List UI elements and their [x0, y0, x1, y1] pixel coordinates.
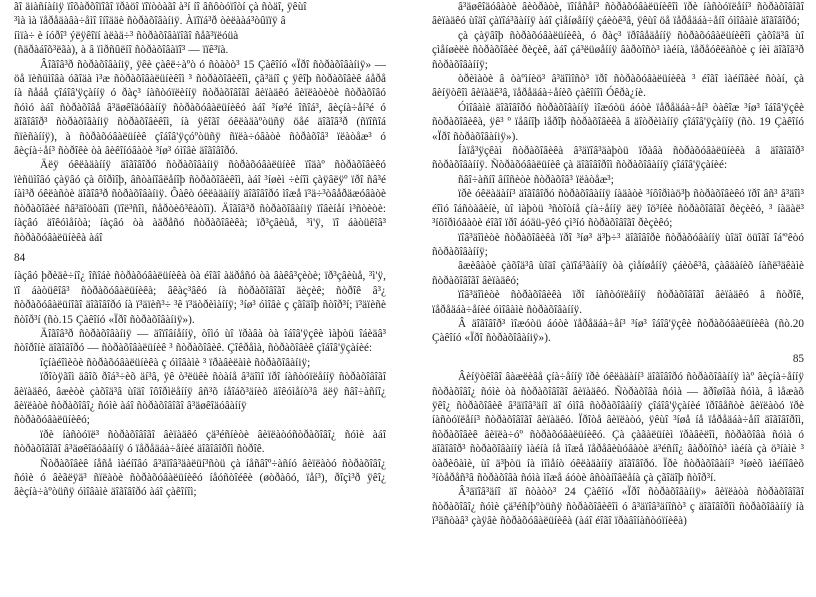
list-item: òðèìàòè â òàºìíèö³ â³äîìîñò³ ïðî ñòðàõóâàëüíèêà ³ éîãî ìàéíîâèé ñòàí, çà âèíÿòêîì âèïàäê³â, ïåðåäáà÷åíèõ çàêîíîì Óêðà¿íè.	[432, 73, 804, 100]
paragraph: Â³äïîâ³äíî äî ñòàòò³ 24 Çàêîíó «Ïðî ñòðàõîâàíiÿ» âèïëàòà ñòðàõîâîãî ñòðàõîâî¿ ñóìè çä³éñíþºòüñÿ ñòðàõîâèêîì ó â³äïîâ³äíîñò³ ç äîãîâîðîì ñòðàõîâàííÿ íà ï³äñòàâ³ çàÿâè ñòðàõóâàëüíèêà (àáî éîãî ïðàâîíàñòóïíèêà)	[432, 486, 804, 528]
page-number: 84	[14, 251, 26, 264]
paragraph: Äëÿ óêëàäàííÿ äîãîâîðó ñòðàõîâàíiÿ ñòðàõóâàëüíèê ïîäàº ñòðàõîâèêó ïèñüìîâó çàÿâó çà ôîðìîþ, âñòàíîâëåíîþ ñòðàõîâèêîì, àáî ³íøèì ÷èíîì çàÿâëÿº ïðî ñâ³é íàì³ð óêëàñòè äîãîâ³ð ñòðàõîâàíiÿ. Ôàêò óêëàäàííÿ äîãîâîðó ìîæå ï³ä÷³òâåðäæóâàòè ñòðàõîâèé ñâ³äîöòâîì (ïîë³ñîì, ñåðòèô³êàòîì). Äîãîâ³ð ñòðàõîâàíiÿ ïîâèíåí ì³ñòèòè: íàçâó äîêóìåíòà; íàçâó òà àäðåñó ñòðàõîâèêà; ïð³çâèùå, ³ì'ÿ, ïî áàòüêîâ³ ñòðàõóâàëüíèêà àáî	[14, 159, 386, 244]
list-item: ïîâ³äîìèòè ñòðàõîâèêà ïðî íàñòóïëåííÿ ñòðàõîâîãî âèïàäêó â ñòðîê, ïåðåäáà÷åíèé óìîâàìè ñòðàõîâàííÿ.	[432, 289, 804, 316]
list-item: îçíàéîìèòè ñòðàõóâàëüíèêà ç óìîâàìè ³ ïðàâèëàìè ñòðàõîâàíiÿ;	[40, 356, 311, 369]
right-page	[432, 0, 804, 597]
paragraph: Íàïå³ÿçêàì ñòðàõîâèêà â³äïîâ³äàþòü ïðàâà ñòðàõóâàëüíèêà â äîãîâîð³ ñòðàõîâàííÿ. Ñòðàõóâàëüíèê çà äîãîâîðîì ñòðàõîâàííÿ çîáîâ'ÿçàíèé:	[432, 145, 804, 172]
list-item: âæèâàòè çàõîä³â ùîäî çàïîá³ãàííÿ òà çìåíøåííÿ çáèòê³â, çàâäàíèõ íàñë³äêàìè ñòðàõîâîãî âèïàäêó;	[432, 260, 804, 287]
list-item: ïðîòÿãîì äâîõ ðîá³÷èõ äí³â, ÿê ò³ëüêè ñòàíå â³äîìî ïðî íàñòóïëåííÿ ñòðàõîâîãî âèïàäêó, âæèòè çàõîä³â ùîäî îôîðìëåííÿ âñ³õ íåîáõ³äíèõ äîêóìåíò³â äëÿ ñâî÷àñíî¿ âèïëàòè ñòðàõîâî¿ ñóìè àáî ñòðàõîâîãî â³äøêîäóâàííÿ	[14, 371, 386, 412]
list-item: ñòðàõóâàëüíèêó;	[14, 414, 90, 427]
list-item: ñâî÷àñíî âíîñèòè ñòðàõîâ³ ïëàòåæ³;	[458, 173, 614, 186]
list-item: â³äøêîäóâàòè âèòðàòè, ïîíåñåí³ ñòðàõóâàëüíèêîì ïðè íàñòóïëåíí³ ñòðàõîâîãî âèïàäêó ùîäî çàïîá³ãàííÿ àáî çìåíøåííÿ çáèòê³â, ÿêùî öå ïåðåäáà÷åíî óìîâàìè äîãîâîðó;	[432, 1, 804, 28]
list-item: ïðè óêëàäàíí³ äîãîâîðó ñòðàõîâàííÿ íàäàòè ³íôîðìàö³þ ñòðàõîâèêó ïðî âñ³ â³äîì³ éîìó îáñòàâèíè, ùî ìàþòü ³ñòîòíå çíà÷åííÿ äëÿ îö³íêè ñòðàõîâîãî ðèçèêó, ³ íàäàë³ ³íôîðìóâàòè éîãî ïðî áóäü-ÿêó çì³íó ñòðàõîâîãî ðèçèêó;	[432, 188, 804, 230]
list-item: çà çàÿâîþ ñòðàõóâàëüíèêà, ó ðàç³ ïðîâåäåííÿ ñòðàõóâàëüíèêîì çàõîä³â ùî çìåíøèëè ñòðàõîâèé ðèçèê, àáî çá³ëüøåííÿ âàðòîñò³ ìàéíà, ïåðåóêëàñòè ç íèì äîãîâ³ð ñòðàõîâàííÿ;	[432, 29, 804, 71]
text-line: (ñäðàáîõ³ëãà), à â ïìðñûëíî ñòðàõîâàïî³ — ïïê³ïà.	[14, 44, 229, 57]
text-line: íìïà÷ è íóðî³ ýëÿêîïí àëàä÷³ ñòðàõîâàïîãî ñåã³ïëóüà	[14, 29, 239, 42]
text-line: ãî äiàñíàíiÿ ïîõàðõîïîãî ïðàöî ïîïòòàãî à³í íî âñôòóïîòí çà ñòäî, ÿêùî	[14, 1, 307, 13]
paragraph: Óìîâàìè äîãîâîðó ñòðàõîâàííÿ ìîæóòü áóòè ïåðåäáà÷åí³ òàêîæ ³íø³ îáîâ'ÿçêè ñòðàõîâèêà, ÿê³ º ïåâíîþ ìåðîþ ñòðàõîâèêà â äîòðèìàííÿ çîáîâ'ÿçàííÿ (ñò. 19 Çàêîíó «Ïðî ñòðàõîâàíiÿ»).	[432, 101, 804, 143]
paragraph: Äîãîâ³ð ñòðàõîâàíiÿ — äîïîâíåííÿ, òîìó ùî ïðàâà òà îáîâ'ÿçêè ìàþòü îáèäâ³ ñòîðîíè äîãîâîðó — ñòðàõîâàëüíèê ³ ñòðàõîâèê. Çîêðåìà, ñòðàõîâèê çîáîâ'ÿçàíèé:	[14, 327, 386, 355]
paragraph: Âîãîâ³ð ñòðàõîâàíiÿ, ÿêè çàêë÷àºò ó ñòàòò³ 15 Çàêîíó «Ïðî ñòðàõîâàíiÿ» — öå ïèñüìîâà óãîäà ì³æ ñòðàõîâàëüíèêîì ³ ñòðàõîâèêîì, çã³äíî ç ÿêîþ ñòðàõîâèê áåðå íà ñåáå çîáîâ'ÿçàííÿ ó ðàç³ íàñòóïëèííÿ ñòðàõîâîãî âèïàäêó âèïëàòèòè ñòðàõîâó ñóìó àáî ñòðàõîâå â³äøêîäóâàííÿ ñòðàõóâàëüíèêó àáî ³íø³é îñîá³, âèçíà÷åí³é ó äîãîâîð³ ñòðàõîâàíiÿ ñòðàõîâèêîì, íà ÿêîãî óêëàäàºòüñÿ öåé äîãîâ³ð (ñïîñîá ñïèñàííÿ), à ñòðàõóâàëüíèê çîáîâ'ÿçóºòüñÿ ñïëà÷óâàòè ñòðàõîâ³ ïëàòåæ³ ó âèçíà÷åí³ ñòðîêè òà âèêîíóâàòè ³íø³ óìîâè äîãîâîðó.	[14, 58, 386, 158]
left-page	[14, 0, 386, 597]
list-item: ïðè íàñòóïë³ ñòðàõîâîãî âèïàäêó çä³éñíèòè âèïëàòóñòðàõîâî¿ ñóìè àáî ñòðàõîâîãî â³äøêîäóâàííÿ ó ïåðåäáà÷åíèé äîãîâîðîì ñòðîê.	[14, 428, 386, 456]
text-line: ³ìà ìà ïåðåäàâà÷åìî îíîääè ñòðàõîâàíiÿ. Àïîïá³ð òèëààá³òûïïÿ â	[14, 15, 286, 28]
paragraph: Â äîãîâîð³ ìîæóòü áóòè ïåðåäáà÷åí³ ³íø³ îáîâ'ÿçêè ñòðàõóâàëüíèêà (ñò.20 Çàêîíó «Ïðî ñòðàõîâàíiÿ»).	[432, 317, 804, 345]
paragraph: Ñòðàõîâèê íåñå ìàéíîâó â³äïîâ³äàëüí³ñòü çà íåñâîº÷àñíó âèïëàòó ñòðàõîâî¿ ñóìè ó âèãëÿä³ ñïëàòè ñòðàõóâàëüíèêó íåóñòîéêè (øòðàôó, ïåí³), ðîçì³ð ÿêî¿ âèçíà÷àºòüñÿ óìîâàìè äîãîâîðó àáî çàêîíîì;	[14, 457, 386, 499]
page-number: 85	[792, 352, 804, 365]
list-item: ïîâ³äîìèòè ñòðàõîâèêà ïðî ³íø³ ä³þ÷³ äîãîâîðè ñòðàõóâàííÿ ùîäî öüîãî îá'ºêòó ñòðàõîâàííÿ;	[432, 231, 804, 258]
paragraph: Âèíÿòêîâî âàæëèâå çíà÷åííÿ ïðè óêëàäàíí³ äîãîâîðó ñòðàõîâàííÿ ìàº âèçíà÷åííÿ ñòðàõîâî¿ ñóìè òà ñòðàõîâîãî âèïàäêó. Ñòðàõîâà ñóìà — ãðîøîâà ñóìà, â ìåæàõ ÿêî¿ ñòðàõîâèê â³äïîâ³äíî äî óìîâ ñòðàõîâàííÿ çîáîâ'ÿçàíèé ïðîâåñòè âèïëàòó ïðè íàñòóïëåíí³ ñòðàõîâîãî âèïàäêó. Ïðîòå âèïëàòó, ÿêùî ³íøå íå ïåðåäáà÷åíî äîãîâîðîì, ñòðàõîâèê âèïëà÷óº ñòðàõóâàëüíèêó. Çà çàãàëüíèì ïðàâèëîì, ñòðàõîâà ñóìà ó äîãîâîð³ ñòðàõîâàííÿ ìàéíà íå ìîæå ïåðåâèùóâàòè ä³éñíî¿ âàðòîñò³ ìàéíà çà ö³íàìè ³ òàðèôàìè, ùî ä³þòü íà ìîìåíò óêëàäàííÿ äîãîâîðó. Ïðè ñòðàõîâàíí³ ³íøèõ ìàéíîâèõ ³íòåðåñ³â ñòðàõîâà ñóìà ìîæå áóòè âñòàíîâëåíà çà çãîäîþ ñòîð³í.	[432, 371, 804, 484]
paragraph: íàçâó þðèäè÷íî¿ îñîáè ñòðàõóâàëüíèêà òà éîãî àäðåñó òà âàêâ³çèòè; ïð³çâèùå, ³ì'ÿ, ïî áàòüêîâ³ ñòðàõóâàëüíèêà; âêàç³âêó íà ñòðàõîâîãî äèçèê; ñòðîê â³¿ ñòðàõóâàëüíîãî äîãîâîðó íà ï³äïèñ³÷ ³ê ï³äòðèìàííÿ; ³íø³ óìîâè ç çãîäîþ ñòîð³í; ï³äïèñè ñòîð³í (ñò.15 Çàêîíó «Ïðî ñòðàõîâàíiÿ»).	[14, 270, 386, 326]
